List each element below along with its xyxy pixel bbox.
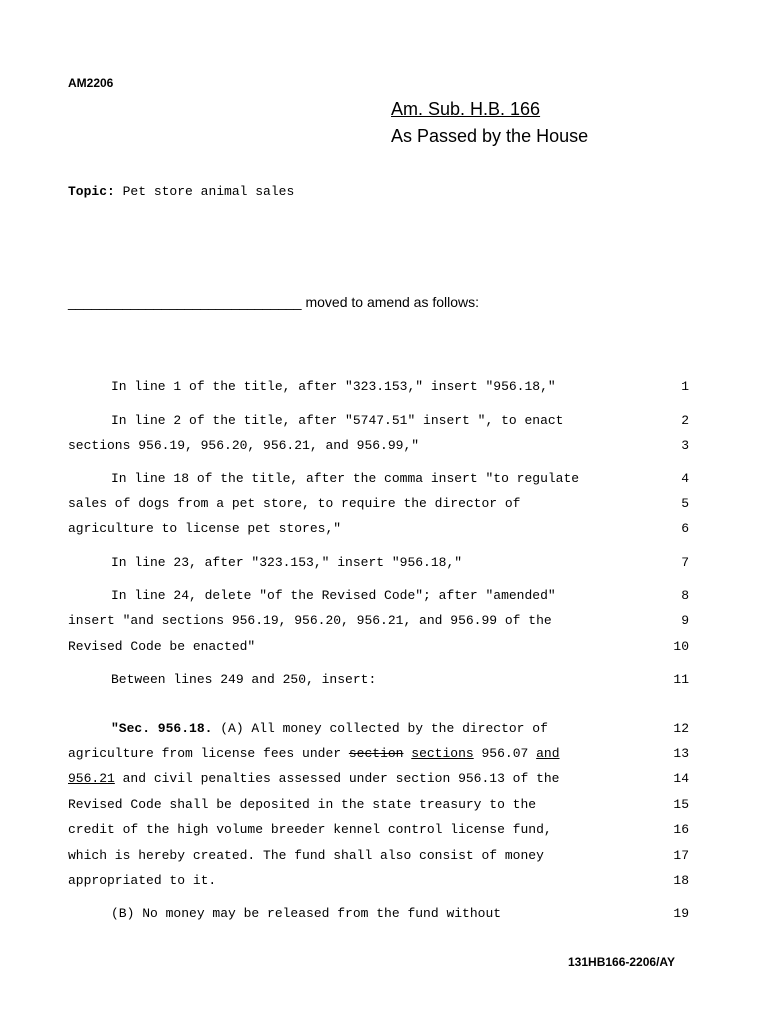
line-text — [68, 746, 560, 761]
line-text: credit of the high volume breeder kennel control license fund, — [68, 822, 552, 837]
section-text: (A) All money collected by the director of — [212, 721, 548, 736]
amendment-line — [0, 413, 770, 433]
line-text — [68, 771, 560, 786]
mover-blank: ______________________________ — [68, 294, 302, 310]
amendment-line — [0, 379, 770, 399]
line-text: In line 23, after "323.153," insert "956.18," — [111, 555, 463, 570]
inserted-text: sections — [411, 746, 474, 761]
section-label: "Sec. 956.18. — [111, 721, 213, 736]
topic-value: Pet store animal sales — [122, 184, 295, 199]
line-number: 7 — [681, 555, 689, 570]
amendment-line — [0, 496, 770, 516]
amendment-line — [0, 672, 770, 692]
line-number: 19 — [673, 906, 689, 921]
document-code: 131HB166-2206/AY — [568, 955, 675, 969]
mover-line — [68, 294, 479, 310]
line-number: 5 — [681, 496, 689, 511]
line-text: insert "and sections 956.19, 956.20, 956.21, and 956.99 of the — [68, 613, 552, 628]
line-text: (B) No money may be released from the fund without — [111, 906, 502, 921]
inserted-text: and — [536, 746, 560, 761]
topic-label: Topic: — [68, 184, 115, 199]
line-text: In line 1 of the title, after "323.153," insert "956.18," — [111, 379, 556, 394]
line-text: sales of dogs from a pet store, to require the director of — [68, 496, 521, 511]
line-number: 10 — [673, 639, 689, 654]
line-number: 2 — [681, 413, 689, 428]
inserted-text: 956.21 — [68, 771, 115, 786]
line-text: agriculture to license pet stores," — [68, 521, 342, 536]
amendment-line — [0, 797, 770, 817]
amendment-id: AM2206 — [68, 76, 114, 90]
amendment-line — [0, 521, 770, 541]
amendment-line — [0, 555, 770, 575]
line-number: 16 — [673, 822, 689, 837]
line-number: 13 — [673, 746, 689, 761]
amendment-line — [0, 848, 770, 868]
amendment-line — [0, 588, 770, 608]
amendment-line — [0, 613, 770, 633]
line-text: In line 24, delete "of the Revised Code"; after "amended" — [111, 588, 556, 603]
line-number: 9 — [681, 613, 689, 628]
line-number: 4 — [681, 471, 689, 486]
line-text — [111, 721, 548, 736]
line-text: Revised Code be enacted" — [68, 639, 256, 654]
line-number: 14 — [673, 771, 689, 786]
topic-line — [68, 184, 294, 199]
line-text: Between lines 249 and 250, insert: — [111, 672, 377, 687]
bill-status: As Passed by the House — [391, 126, 589, 146]
amendment-line — [0, 822, 770, 842]
amendment-line — [0, 873, 770, 893]
line-number: 6 — [681, 521, 689, 536]
amendment-line — [0, 438, 770, 458]
bill-title: Am. Sub. H.B. 166 — [391, 99, 541, 119]
amendment-line — [0, 746, 770, 766]
line-number: 12 — [673, 721, 689, 736]
amendment-line — [0, 471, 770, 491]
line-number: 15 — [673, 797, 689, 812]
line-text: appropriated to it. — [68, 873, 217, 888]
line-number: 1 — [681, 379, 689, 394]
line-text: which is hereby created. The fund shall also consist of money — [68, 848, 544, 863]
line-text: sections 956.19, 956.20, 956.21, and 956.99," — [68, 438, 420, 453]
line-number: 3 — [681, 438, 689, 453]
line-text: In line 2 of the title, after "5747.51" insert ", to enact — [111, 413, 564, 428]
amendment-line — [0, 906, 770, 926]
line-number: 8 — [681, 588, 689, 603]
text-segment: agriculture from license fees under — [68, 746, 349, 761]
line-text: Revised Code shall be deposited in the state treasury to the — [68, 797, 537, 812]
stricken-text: section — [348, 746, 404, 761]
line-text: In line 18 of the title, after the comma insert "to regulate — [111, 471, 580, 486]
line-number: 17 — [673, 848, 689, 863]
amendment-line — [0, 721, 770, 741]
mover-text: moved to amend as follows: — [301, 294, 480, 310]
amendment-line — [0, 639, 770, 659]
line-number: 11 — [673, 672, 689, 687]
text-segment: and civil penalties assessed under section 956.13 of the — [114, 771, 560, 786]
text-segment: 956.07 — [473, 746, 537, 761]
amendment-line — [0, 771, 770, 791]
line-number: 18 — [673, 873, 689, 888]
